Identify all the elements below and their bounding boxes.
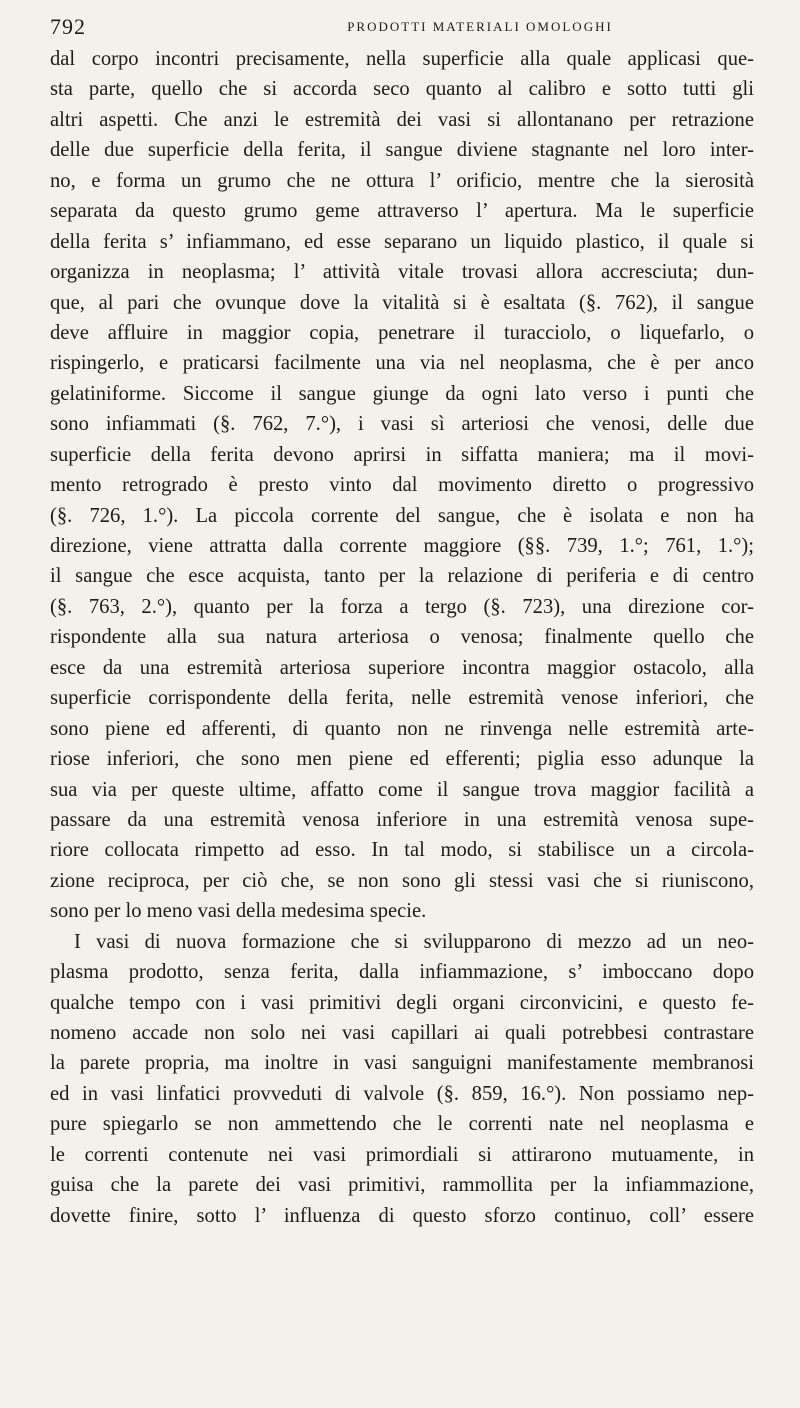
text-line: sta parte, quello che si accorda seco quanto al calibro e sotto tutti gli <box>50 78 754 101</box>
text-line: il sangue che esce acquista, tanto per la relazione di periferia e di centro <box>50 565 754 588</box>
page-number: 792 <box>50 14 86 39</box>
text-line: no, e forma un grumo che ne ottura l’ orificio, mentre che la sierosità <box>50 169 754 192</box>
text-line: pure spiegarlo se non ammettendo che le correnti nate nel neoplasma e <box>50 1113 754 1136</box>
running-head: PRODOTTI MATERIALI OMOLOGHI <box>347 19 613 34</box>
text-line: zione reciproca, per ciò che, se non sono gli stessi vasi che si riuniscono, <box>50 869 754 892</box>
text-line: (§. 726, 1.°). La piccola corrente del sangue, che è isolata e non ha <box>50 504 754 527</box>
text-line: direzione, viene attratta dalla corrente maggiore (§§. 739, 1.°; 761, 1.°); <box>50 535 754 557</box>
text-line: altri aspetti. Che anzi le estremità dei vasi si allontanano per retrazione <box>50 108 754 131</box>
text-line: della ferita s’ infiammano, ed esse separano un liquido plastico, il quale si <box>50 230 754 253</box>
text-line: que, al pari che ovunque dove la vitalità si è esaltata (§. 762), il sangue <box>50 291 754 314</box>
text-line: sono piene ed afferenti, di quanto non ne rinvenga nelle estremità arte- <box>50 717 754 740</box>
text-line: deve affluire in maggior copia, penetrare il turacciolo, o liquefarlo, o <box>50 321 754 344</box>
page-header <box>50 14 750 42</box>
text-line: la parete propria, ma inoltre in vasi sanguigni manifestamente membranosi <box>50 1052 754 1075</box>
text-line: nomeno accade non solo nei vasi capillari ai quali potrebbesi contrastare <box>50 1022 754 1044</box>
text-line: sua via per queste ultime, affatto come il sangue trova maggior facilità a <box>50 778 754 801</box>
text-line: riore collocata rimpetto ad esso. In tal modo, si stabilisce un a circola- <box>50 839 754 862</box>
text-line: sono infiammati (§. 762, 7.°), i vasi sì arteriosi che venosi, delle due <box>50 413 754 436</box>
text-line: rispondente alla sua natura arteriosa o venosa; finalmente quello che <box>50 626 754 649</box>
text-line: separata da questo grumo geme attraverso l’ apertura. Ma le superficie <box>50 200 754 223</box>
body-text <box>50 44 754 1231</box>
text-line: gelatiniforme. Siccome il sangue giunge da ogni lato verso i punti che <box>50 382 754 405</box>
text-line: ed in vasi linfatici provveduti di valvole (§. 859, 16.°). Non possiamo nep- <box>50 1082 754 1105</box>
text-line: superficie della ferita devono aprirsi in siffatta maniera; ma il movi- <box>50 443 754 466</box>
text-line: superficie corrispondente della ferita, nelle estremità venose inferiori, che <box>50 687 754 710</box>
text-line: delle due superficie della ferita, il sangue diviene stagnante nel loro inter- <box>50 139 754 162</box>
text-line: I vasi di nuova formazione che si svilupparono di mezzo ad un neo- <box>74 930 754 953</box>
text-line: organizza in neoplasma; l’ attività vitale trovasi allora accresciuta; dun- <box>50 261 754 284</box>
text-line: plasma prodotto, senza ferita, dalla infiammazione, s’ imboccano dopo <box>50 961 754 984</box>
text-line: (§. 763, 2.°), quanto per la forza a tergo (§. 723), una direzione cor- <box>50 595 754 618</box>
text-line: dal corpo incontri precisamente, nella superficie alla quale applicasi que- <box>50 48 754 70</box>
text-line: le correnti contenute nei vasi primordiali si attirarono mutuamente, in <box>50 1143 754 1166</box>
text-line: riose inferiori, che sono men piene ed efferenti; piglia esso adunque la <box>50 748 754 771</box>
text-line: dovette finire, sotto l’ influenza di questo sforzo continuo, coll’ essere <box>50 1204 754 1227</box>
text-line: mento retrogrado è presto vinto dal movimento diretto o progressivo <box>50 474 754 497</box>
text-line: rispingerlo, e praticarsi facilmente una via nel neoplasma, che è per anco <box>50 352 754 375</box>
text-line: sono per lo meno vasi della medesima specie. <box>50 900 427 923</box>
text-line: qualche tempo con i vasi primitivi degli organi circonvicini, e questo fe- <box>50 991 754 1014</box>
text-line: esce da una estremità arteriosa superiore incontra maggior ostacolo, alla <box>50 656 754 679</box>
text-line: passare da una estremità venosa inferiore in una estremità venosa supe- <box>50 808 754 831</box>
text-line: guisa che la parete dei vasi primitivi, rammollita per la infiammazione, <box>50 1174 754 1197</box>
